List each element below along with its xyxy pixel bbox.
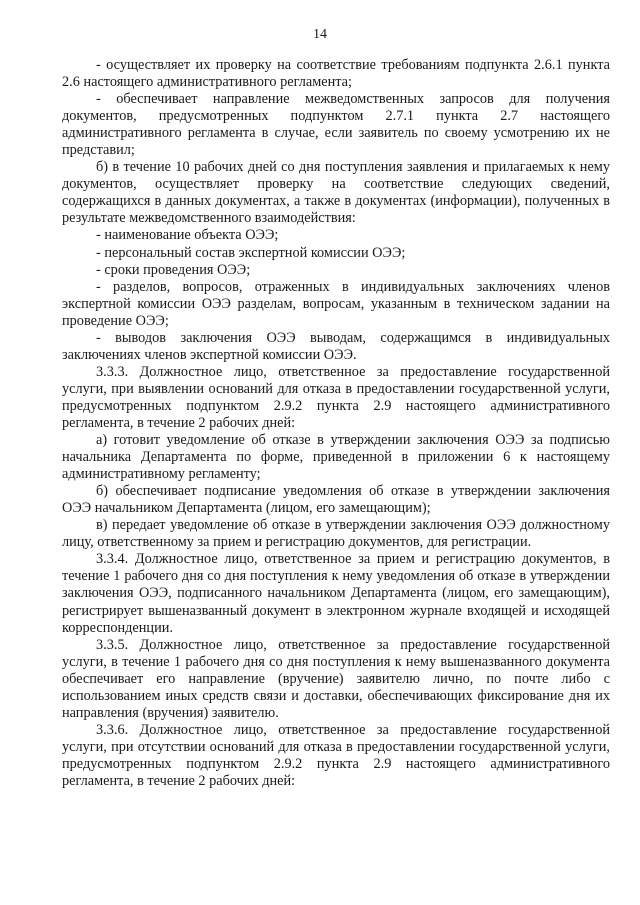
paragraph-check-requirements: - осуществляет их проверку на соответствие требованиям подпункта 2.6.1 пункта 2.6 настоящего административного регламента; (62, 57, 610, 91)
list-item-commission-members: - персональный состав экспертной комиссии ОЭЭ; (96, 244, 406, 261)
paragraph-3-3-3-a: а) готовит уведомление об отказе в утверждении заключения ОЭЭ за подписью начальника Департамента по форме, приведенной в приложении 6 к настоящему административному регламенту; (62, 432, 610, 483)
list-item-conclusions: - выводов заключения ОЭЭ выводам, содержащимся в индивидуальных заключениях членов экспертной комиссии ОЭЭ. (62, 329, 610, 363)
paragraph-interagency-requests: - обеспечивает направление межведомственных запросов для получения документов, предусмотренных подпунктом 2.7.1 пункта 2.7 настоящего административного регламента в случае, если заявитель по своему усмотрению их не представил; (62, 91, 610, 159)
list-item-object-name: - наименование объекта ОЭЭ; (96, 227, 279, 244)
paragraph-check-information: б) в течение 10 рабочих дней со дня поступления заявления и прилагаемых к нему документов, осуществляет проверку на соответствие следующих сведений, содержащихся в данных документах, а также в документах (информации), полученных в результате межведомственного взаимодействия: (62, 159, 610, 227)
paragraph-3-3-4: 3.3.4. Должностное лицо, ответственное за прием и регистрацию документов, в течение 1 рабочего дня со дня поступления к нему уведомления об отказе в утверждении заключения ОЭЭ, подписанного начальником Департамента (лицом, его замещающим), регистрирует вышеназванный документ в электронном журнале входящей и исходящей корреспонденции. (62, 551, 610, 636)
paragraph-3-3-3-v: в) передает уведомление об отказе в утверждении заключения ОЭЭ должностному лицу, ответственному за прием и регистрацию документов, для регистрации. (62, 517, 610, 551)
page-number: 14 (313, 27, 327, 42)
document-body (62, 57, 610, 790)
paragraph-3-3-3: 3.3.3. Должностное лицо, ответственное за предоставление государственной услуги, при выявлении оснований для отказа в предоставлении государственной услуги, предусмотренных подпунктом 2.9.2 пункта 2.9 настоящего административного регламента, в течение 2 рабочих дней: (62, 363, 610, 431)
paragraph-3-3-5: 3.3.5. Должностное лицо, ответственное за предоставление государственной услуги, в течение 1 рабочего дня со дня поступления к нему вышеназванного документа обеспечивает его направление (вручение) заявителю лично, по почте либо с использованием иных средств связи и доставки, обеспечивающих фиксирование дня их направления (вручения) заявителю. (62, 636, 610, 721)
list-item-terms: - сроки проведения ОЭЭ; (96, 261, 251, 278)
paragraph-3-3-6: 3.3.6. Должностное лицо, ответственное за предоставление государственной услуги, при отсутствии оснований для отказа в предоставлении государственной услуги, предусмотренных подпунктом 2.9.2 пункта 2.9 настоящего административного регламента, в течение 2 рабочих дней: (62, 721, 610, 789)
paragraph-3-3-3-b: б) обеспечивает подписание уведомления об отказе в утверждении заключения ОЭЭ начальником Департамента (лицом, его замещающим); (62, 483, 610, 517)
list-item-sections: - разделов, вопросов, отраженных в индивидуальных заключениях членов экспертной комиссии ОЭЭ разделам, вопросам, указанным в техническом задании на проведение ОЭЭ; (62, 278, 610, 329)
